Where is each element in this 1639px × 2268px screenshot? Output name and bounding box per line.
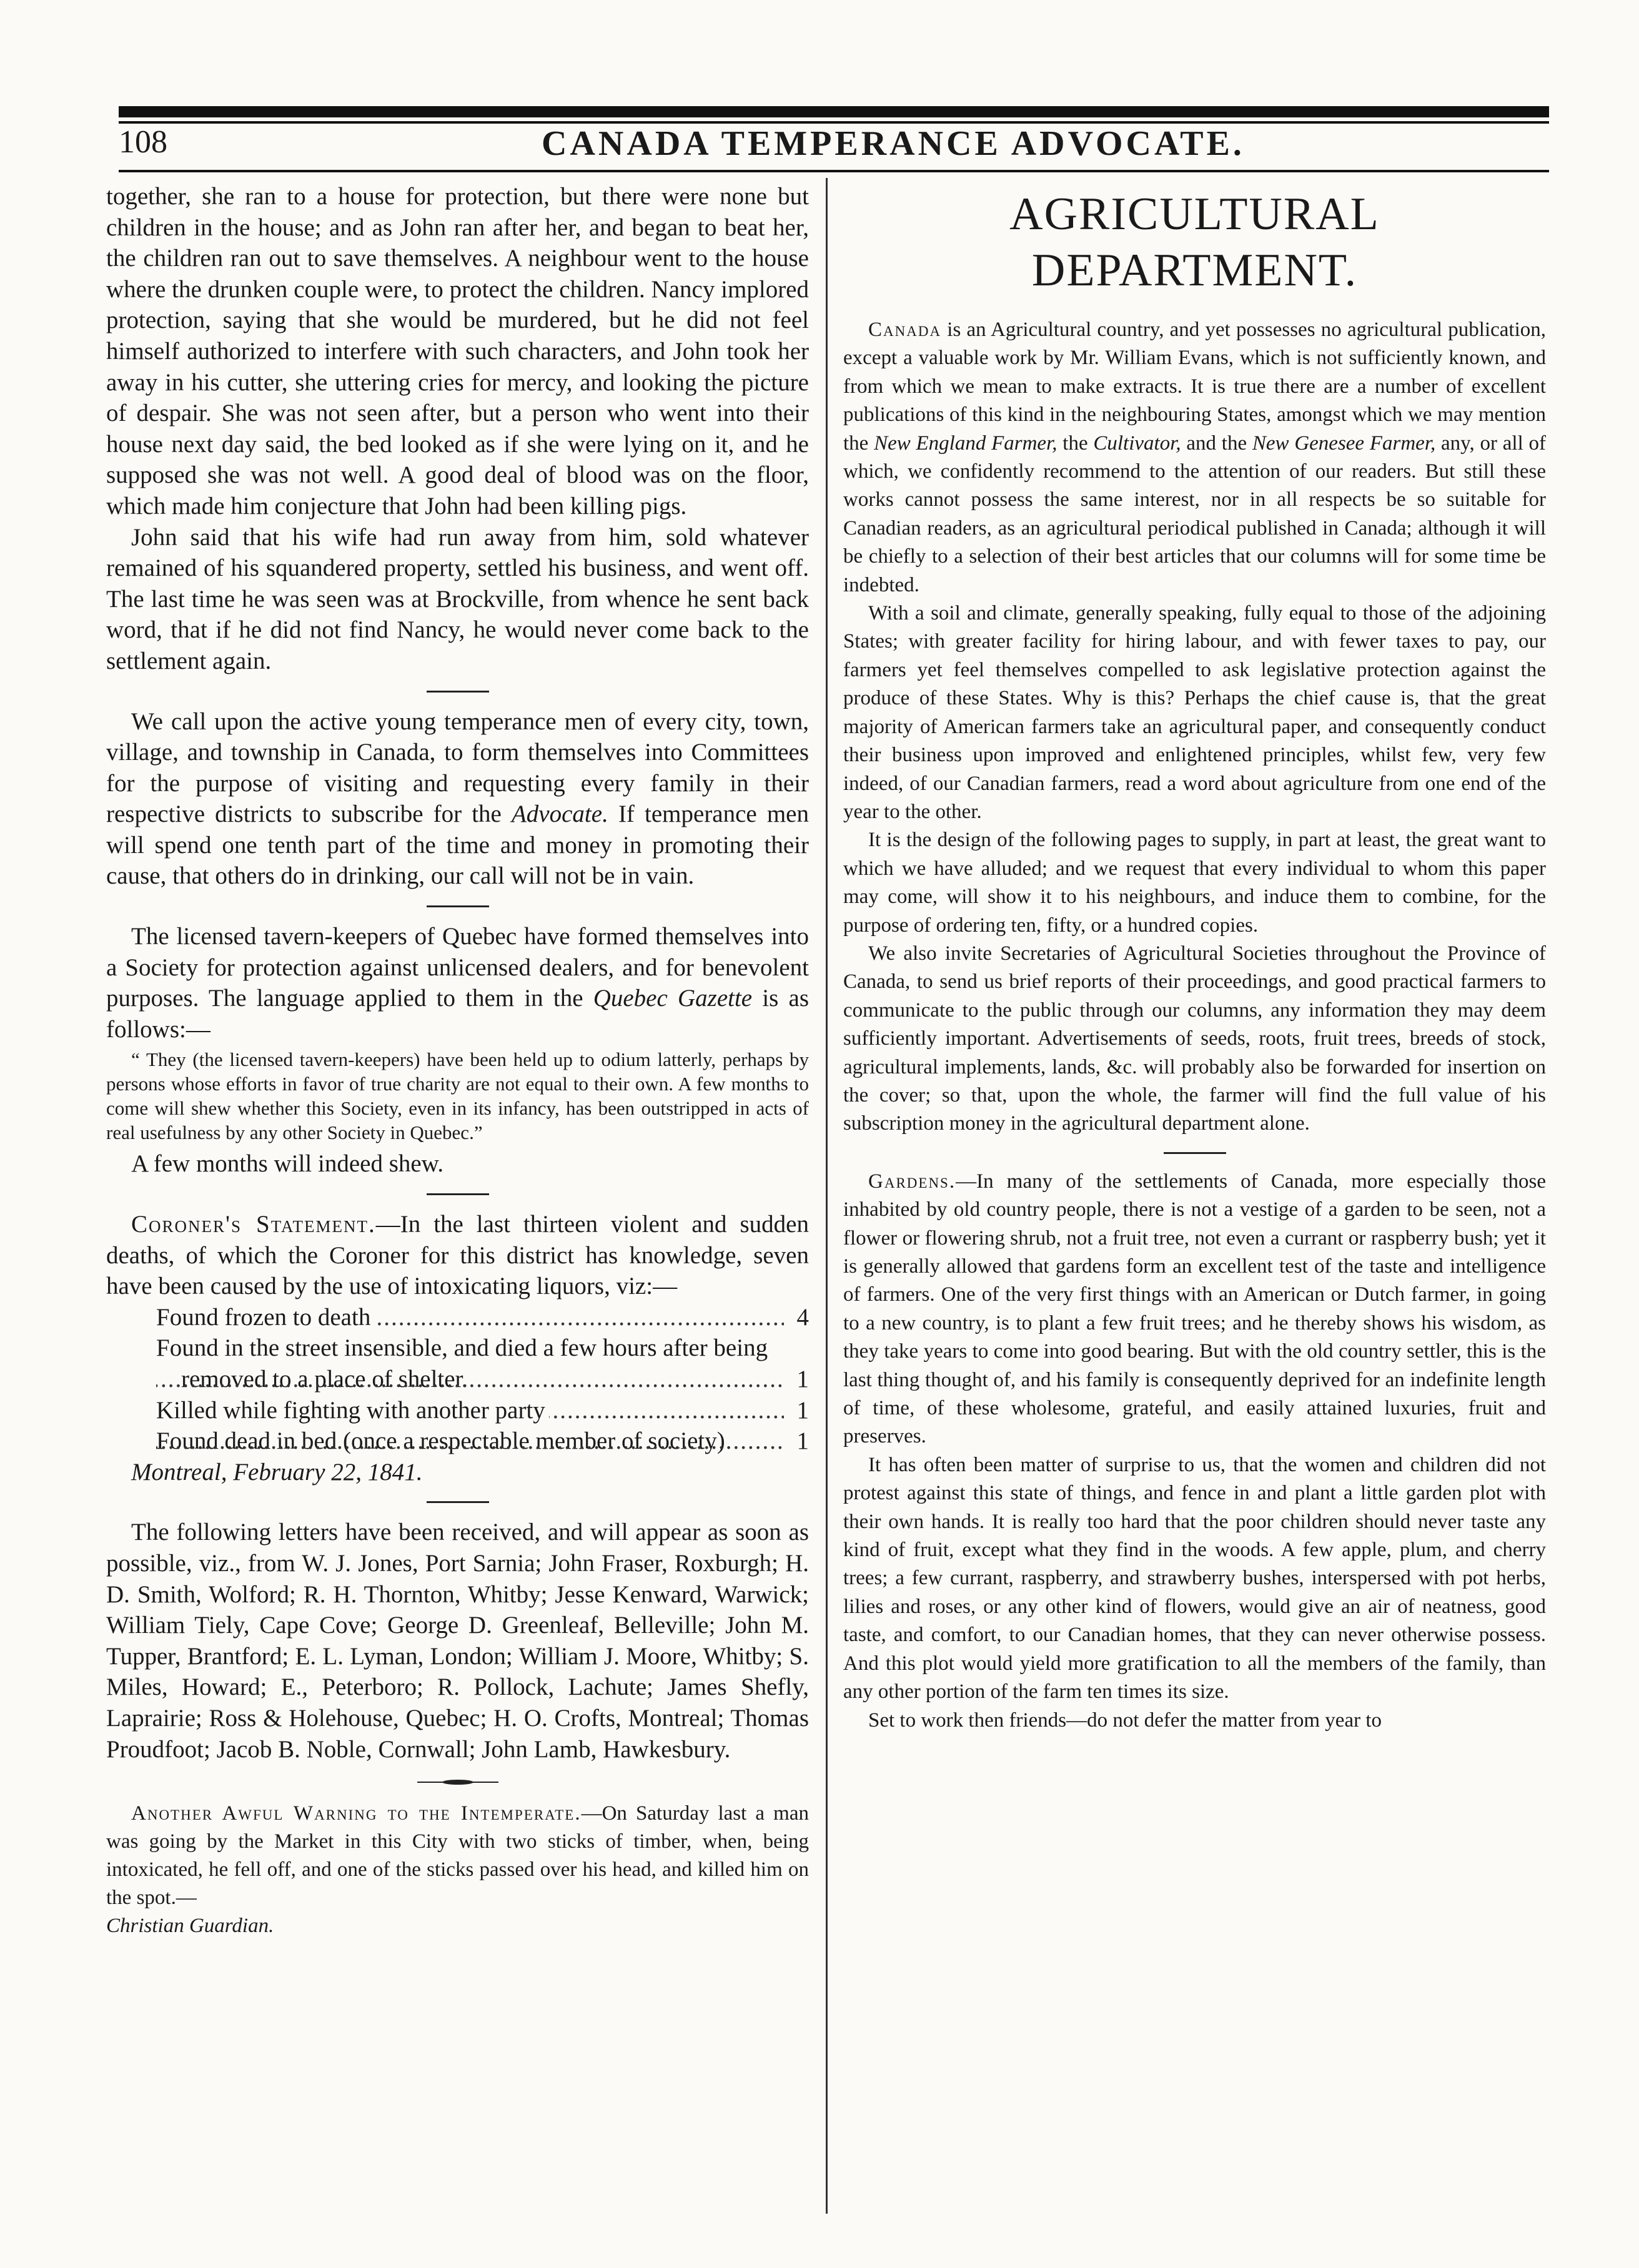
header-rule — [119, 170, 1549, 172]
gardens-paragraph-2: It has often been matter of surprise to us, that the women and children did not protest against this state of things, and fence in and plant a little garden plot with their own hands. It is really too hard that the poor children should never taste any kind of fruit, except what they find in the woods. A few apple, plum, and cherry trees; a few currant, raspberry, and strawberry bushes, interspersed with pot herbs, lilies and roses, or any other kind of flowers, would give an air of neatness, good taste, and comfort, to our Canadian homes, that they can never otherwise possess. And this plot would yield more gratification to all the members of the family, than any other portion of the farm ten times its size. — [843, 1453, 1546, 1703]
agri-paragraph-3: It is the design of the following pages to supply, in part at least, the great want to which we have alluded; and we request that every individual to whom this paper may come, will show it to his neighbours, and induce them to combine, for the purpose of ordering ten, fifty, or a hundred copies. — [843, 829, 1546, 937]
letters-paragraph: The following letters have been received, and will appear as soon as possible, viz., from W. J. Jones, Port Sarnia; John Fraser, Roxburgh; H. D. Smith, Wolford; R. H. Thornton, Whitby; Jesse Kenward, Warwick; William Tiely, Cape Cove; George D. Greenleaf, Belleville; John M. Tupper, Brantford; E. L. Lyman, London; William J. Moore, Whitby; S. Miles, Howard; E., Peterboro; R. Pollock, Lachute; James Shefly, Laprairie; Ross & Holehouse, Quebec; H. O. Crofts, Montreal; Thomas Proudfoot; Jacob B. Noble, Cornwall; John Lamb, Hawkesbury. — [106, 1519, 809, 1763]
gardens-paragraph-1: Gardens.—In many of the settlements of Canada, more especially those inhabited by old country people, there is not a vestige of a garden to be seen, not a flower or flowering shrub, not a fruit tree, not even a currant or raspberry bush; yet it is generally allowed that gardens form an excellent test of the taste and intelligence of farmers. One of the very first things with an American or Dutch farmer, in going to a new country, is to plant a few fruit trees; and he thereby shows his wisdom, as they take years to come into good bearing. But with the old country settler, this is the last thing thought of, and his family is consequently deprived for an indefinite length of time, of these wholesome, grateful, and easily attained luxuries, fruit and preserves. — [843, 1170, 1546, 1448]
committees-paragraph: We call upon the active young temperance men of every city, town, village, and township in Canada, to form themselves into Committees for the purpose of visiting and requesting every family in their respective districts to subscribe for the Advocate. If temperance men will spend one tenth part of the time and money in promoting their cause, that others do in drinking, our call will not be in vain. — [106, 708, 809, 890]
coroner-paragraph: Coroner's Statement.—In the last thirteen violent and sudden deaths, of which the Coroner for this district has knowledge, seven have been caused by the use of intoxicating liquors, viz:— — [106, 1211, 809, 1300]
list-item: Killed while fighting with another party ..... 1 — [156, 1395, 809, 1426]
section-separator — [427, 1193, 489, 1195]
story-paragraph-2: John said that his wife had run away from him, sold whatever remained of his squandered property, settled his business, and went off. The last time he was seen was at Brockville, from whence he sent back word, that if he did not find Nancy, he would never come back to the settlement again. — [106, 523, 809, 674]
warning-source: Christian Guardian. — [106, 1915, 274, 1938]
agri-paragraph-2: With a soil and climate, generally speaking, fully equal to those of the adjoining States; with greater facility for hiring labour, and with fewer taxes to pay, our farmers yet feel themselves compelled to ask legislative protection against the produce of these States. Why is this? Perhaps the chief cause is, that the great majority of American farmers take an agricultural paper, and consequently conduct their business upon improved and enlightened principles, whilst few, very few indeed, of our Canadian farmers, read a word about agriculture from one end of the year to the other. — [843, 602, 1546, 823]
section-separator — [427, 905, 489, 907]
section-separator — [427, 691, 489, 693]
list-item: Found in the street insensible, and died a few hours after being removed to a place of shelter. ..... 1 — [156, 1333, 809, 1394]
coroner-signoff: Montreal, February 22, 1841. — [131, 1458, 423, 1486]
warning-paragraph: Another Awful Warning to the Intemperate.—On Saturday last a man was going by the Market in this City with two sticks of timber, when, being intoxicated, he fell off, and one of the sticks passed over his head, and killed him on the spot.— — [106, 1802, 809, 1910]
page-number: 108 — [119, 124, 167, 160]
agri-paragraph-1: Canada is an Agricultural country, and yet possesses no agricultural publication, except a valuable work by Mr. William Evans, which is not sufficiently known, and from which we mean to make extracts. It is true there are a number of excellent publications of this kind in the neighbouring States, amongst which we may mention the New England Farmer, the Cultivator, and the New Genesee Farmer, any, or all of which, we confidently recommend to the attention of our readers. But still these works cannot possess the same interest, nor in all respects be so suitable for Canadian readers, as an agricultural periodical published in Canada; although it will be chiefly to a selection of their best articles that our columns will for some time be indebted. — [843, 318, 1546, 596]
running-title: CANADA TEMPERANCE ADVOCATE. — [542, 124, 1245, 163]
coroner-heading: Coroner's Statement. — [131, 1211, 376, 1238]
agri-paragraph-4: We also invite Secretaries of Agricultural Societies throughout the Province of Canada, to send us brief reports of their proceedings, and good practical farmers to communicate to the public through our columns, any information they may deem sufficiently important. Advertisements of seeds, roots, fruit trees, breeds of stock, agricultural implements, lands, &c. will probably also be forwarded for insertion on the cover; so that, upon the whole, the farmer will find the full value of his subscription money in the agricultural department alone. — [843, 942, 1546, 1135]
top-rule — [119, 106, 1549, 117]
section-separator — [1164, 1152, 1226, 1154]
column-rule — [826, 178, 828, 2214]
department-title: AGRICULTURAL DEPARTMENT. — [1009, 189, 1380, 296]
left-column — [106, 181, 809, 1940]
gardens-paragraph-3: Set to work then friends—do not defer the matter from year to — [868, 1708, 1382, 1732]
tavern-keepers-paragraph: The licensed tavern-keepers of Quebec have formed themselves into a Society for protection against unlicensed dealers, and for benevolent purposes. The language applied to them in the Quebec Gazette is as follows:— — [106, 923, 810, 1043]
coroner-list — [156, 1302, 809, 1457]
shew-line: A few months will indeed shew. — [131, 1150, 444, 1178]
story-paragraph-1: together, she ran to a house for protection, but there were none but children in the house; and as John ran after her, and began to beat her, the children ran out to save themselves. A neighbour went to the house where the drunken couple were, to protect the children. Nancy implored protection, saying that she would be murdered, but he did not feel himself authorized to interfere with such characters, and John took her away in his cutter, she uttering cries for mercy, and looking the picture of despair. She was not seen after, but a person who went into their house next day said, the bed looked as if she were lying on it, and he supposed she was not well. A good deal of blood was on the floor, which made him conjecture that John had been killing pigs. — [106, 183, 809, 520]
agri-lead-word: Canada — [868, 318, 942, 341]
list-item: Found frozen to death ..... 4 — [156, 1302, 809, 1333]
right-column — [843, 181, 1546, 1735]
gazette-quote: “ They (the licensed tavern-keepers) have been held up to odium latterly, perhaps by persons whose efforts in favor of true charity are not equal to their own. A few months to come will shew whether this Society, even in its infancy, has been outstripped in acts of real usefulness by any other Society in Quebec.” — [106, 1048, 809, 1144]
ornamental-separator — [417, 1780, 498, 1785]
gardens-heading: Gardens. — [868, 1170, 956, 1193]
section-separator — [427, 1501, 489, 1503]
list-item: Found dead in bed (once a respectable member of society) ..... 1 — [156, 1426, 809, 1457]
warning-heading: Another Awful Warning to the Intemperate. — [131, 1802, 582, 1825]
